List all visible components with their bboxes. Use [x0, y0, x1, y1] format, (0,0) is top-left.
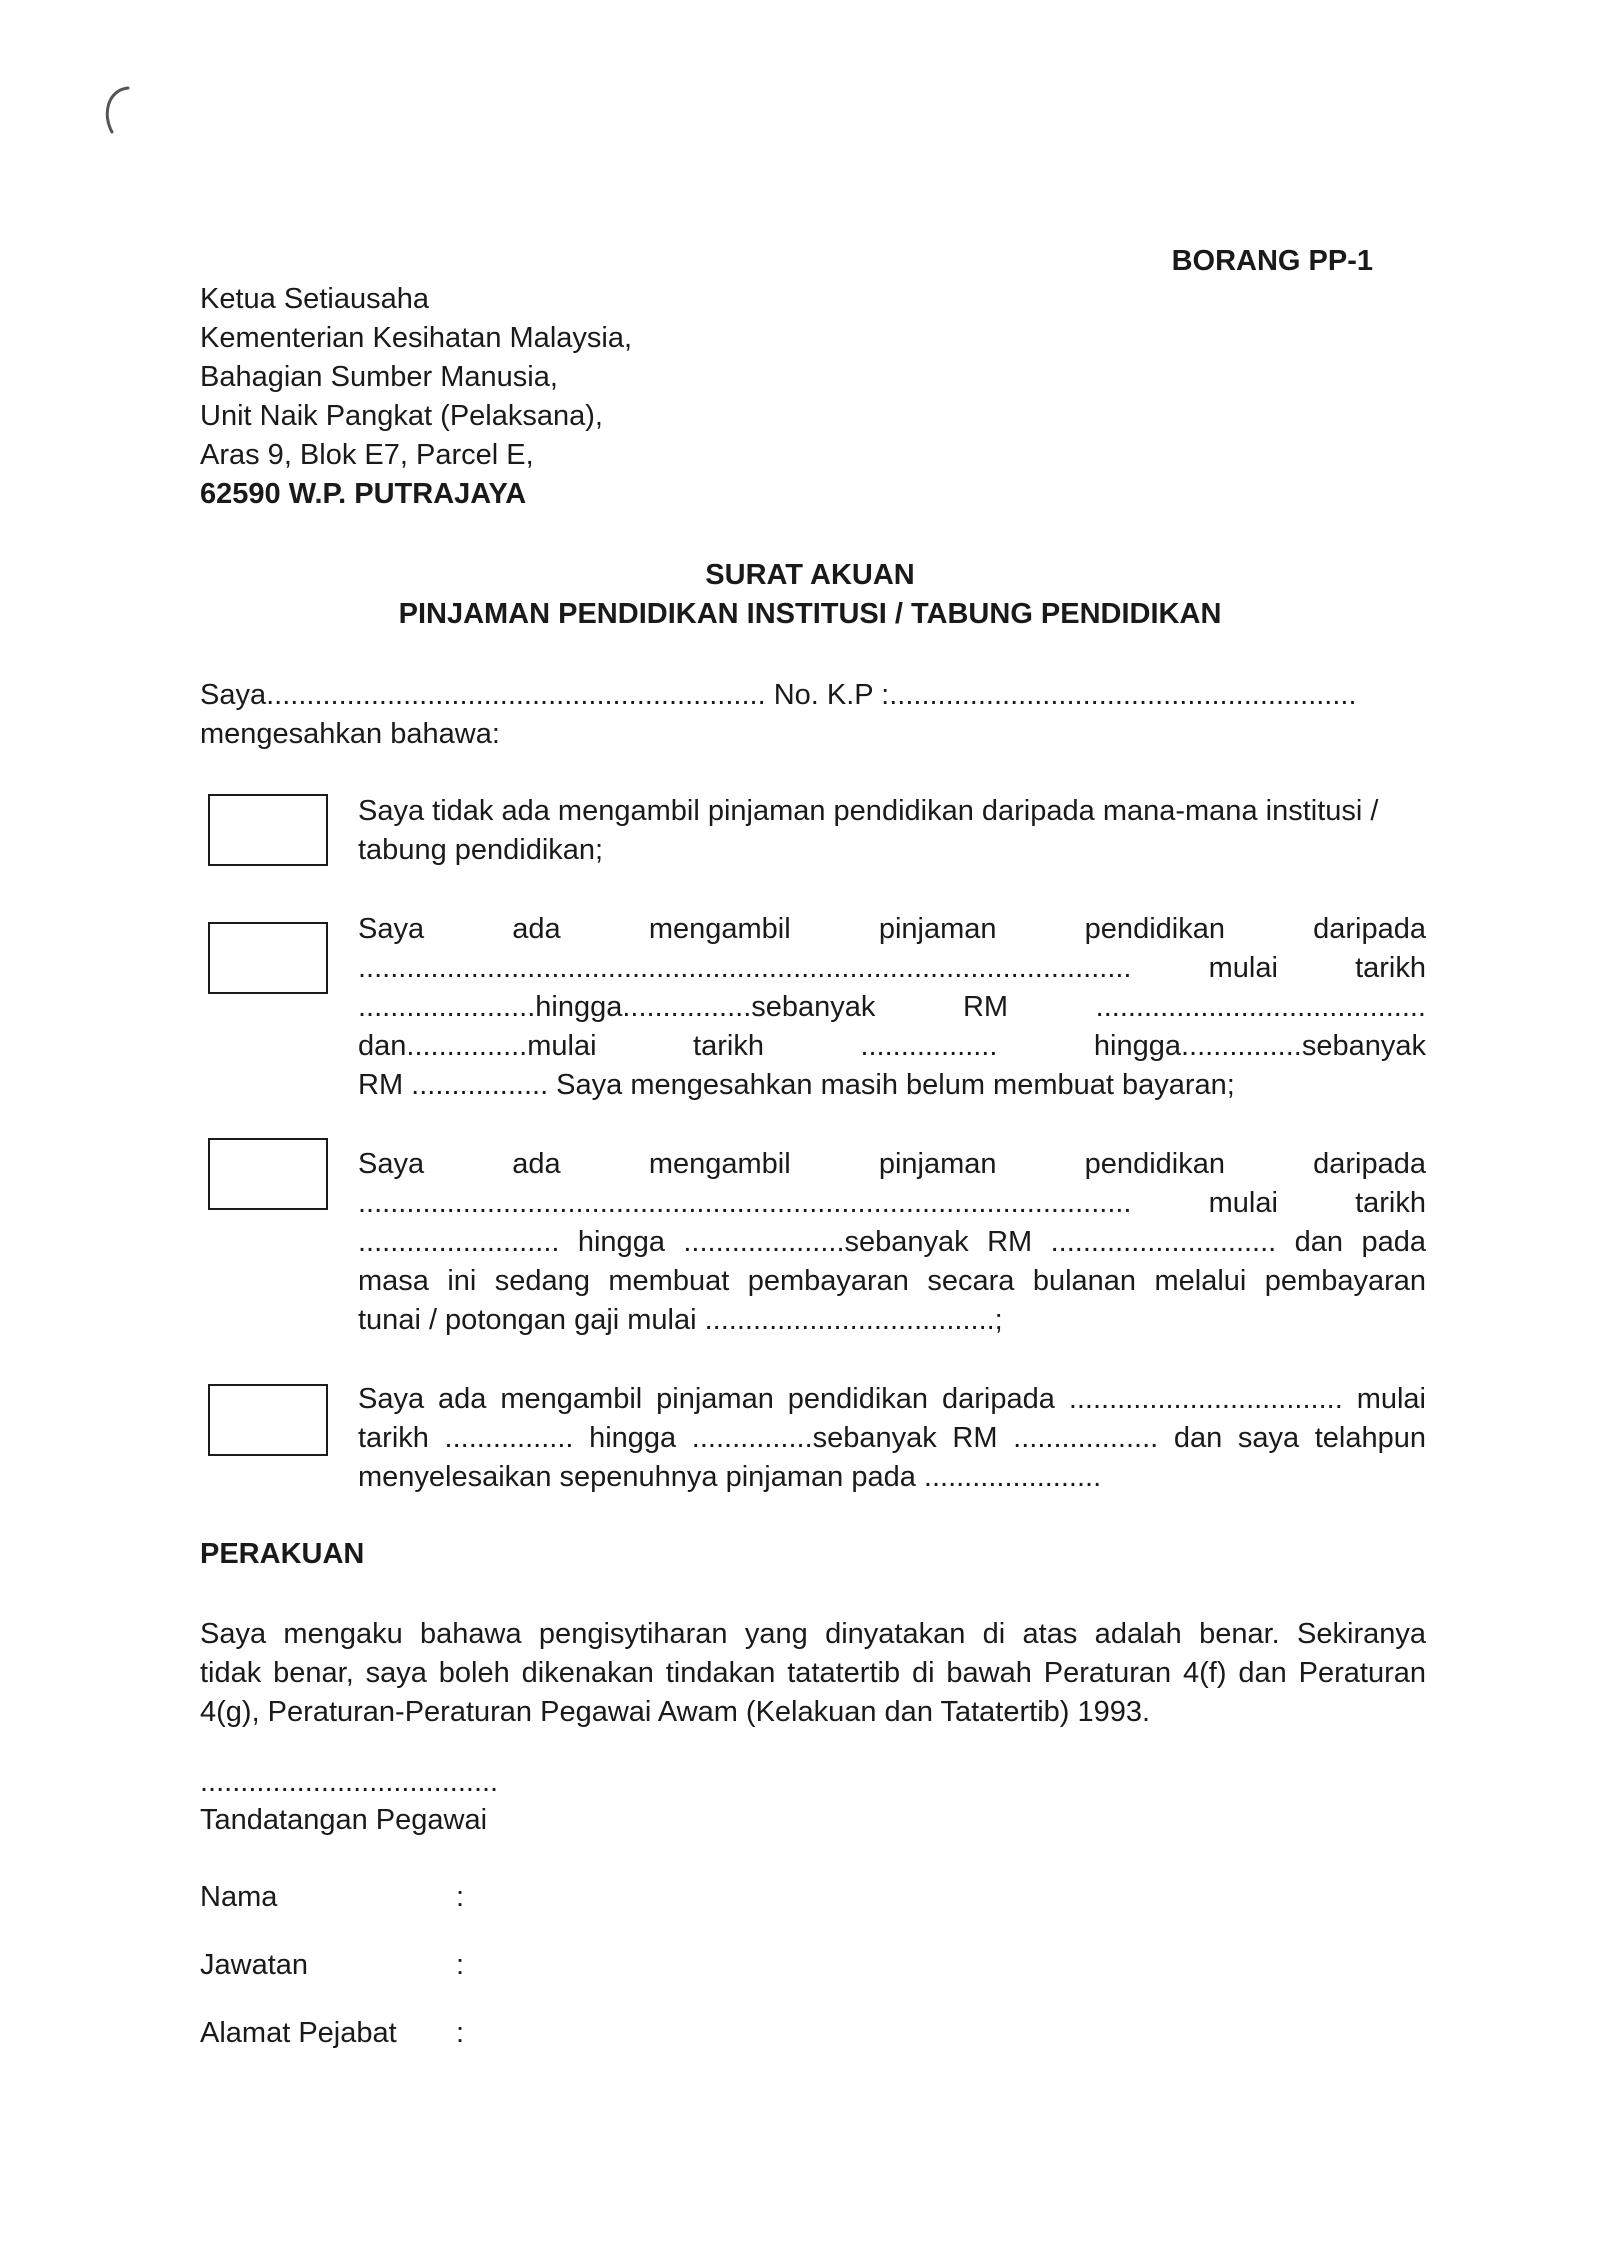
- option-1-checkbox[interactable]: [208, 794, 328, 866]
- option-line: Saya tidak ada mengambil pinjaman pendidikan daripada mana-mana institusi /: [358, 795, 1379, 827]
- address-line: Ketua Setiausaha: [200, 283, 429, 315]
- option-3-checkbox[interactable]: [208, 1138, 328, 1210]
- form-code: BORANG PP-1: [1171, 245, 1373, 277]
- declaration-text: [200, 1615, 1426, 1732]
- option-line: Saya ada mengambil pinjaman pendidikan daripada .................................. mulai: [358, 1383, 1426, 1415]
- signature-label: Tandatangan Pegawai: [200, 1804, 488, 1836]
- field-colon: :: [456, 1881, 465, 1913]
- option-4-text: [358, 1380, 1426, 1497]
- declaration-heading: PERAKUAN: [200, 1538, 365, 1570]
- option-line: menyelesaikan sepenuhnya pinjaman pada ......................: [358, 1461, 1102, 1493]
- declaration-line: Saya mengaku bahawa pengisytiharan yang dinyatakan di atas adalah benar. Sekiranya: [200, 1618, 1426, 1650]
- option-line: tunai / potongan gaji mulai ....................................;: [358, 1304, 1003, 1336]
- option-line: ......................... hingga ....................sebanyak RM ............................ dan pada: [358, 1226, 1426, 1258]
- recipient-address: [200, 280, 632, 514]
- option-2-checkbox[interactable]: [208, 922, 328, 994]
- option-line: masa ini sedang membuat pembayaran secara bulanan melalui pembayaran: [358, 1265, 1426, 1297]
- field-label-alamat-pejabat: Alamat Pejabat: [200, 2017, 397, 2049]
- option-line: ................................................................................................ mulai tarikh: [358, 952, 1426, 984]
- address-line: Aras 9, Blok E7, Parcel E,: [200, 439, 534, 471]
- address-line: Bahagian Sumber Manusia,: [200, 361, 558, 393]
- option-line: tarikh ................ hingga ...............sebanyak RM .................. dan saya telahpun: [358, 1422, 1426, 1454]
- option-line: Saya ada mengambil pinjaman pendidikan daripada: [358, 1148, 1426, 1180]
- document-subtitle: PINJAMAN PENDIDIKAN INSTITUSI / TABUNG PENDIDIKAN: [398, 598, 1222, 630]
- field-label-nama: Nama: [200, 1881, 278, 1913]
- signature-line: .....................................: [200, 1766, 499, 1798]
- option-line: ................................................................................................ mulai tarikh: [358, 1187, 1426, 1219]
- option-4-checkbox[interactable]: [208, 1384, 328, 1456]
- address-line: Kementerian Kesihatan Malaysia,: [200, 322, 633, 354]
- field-label-jawatan: Jawatan: [200, 1949, 309, 1981]
- option-3-text: [358, 1145, 1426, 1340]
- document-title: SURAT AKUAN: [705, 559, 915, 591]
- option-line: ......................hingga................sebanyak RM .........................................: [358, 991, 1426, 1023]
- option-2-text: [358, 910, 1426, 1105]
- option-line: RM ................. Saya mengesahkan masih belum membuat bayaran;: [358, 1069, 1235, 1101]
- address-postcode-city: 62590 W.P. PUTRAJAYA: [200, 478, 527, 510]
- declaration-line: 4(g), Peraturan-Peraturan Pegawai Awam (Kelakuan dan Tatatertib) 1993.: [200, 1696, 1151, 1728]
- field-colon: :: [456, 1949, 465, 1981]
- option-line: dan...............mulai tarikh ................. hingga...............sebanyak: [358, 1030, 1426, 1062]
- address-line: Unit Naik Pangkat (Pelaksana),: [200, 400, 603, 432]
- field-colon: :: [456, 2017, 465, 2049]
- intro-confirm-line: mengesahkan bahawa:: [200, 718, 500, 750]
- option-line: Saya ada mengambil pinjaman pendidikan daripada: [358, 913, 1426, 945]
- declaration-line: tidak benar, saya boleh dikenakan tindakan tatatertib di bawah Peraturan 4(f) dan Peraturan: [200, 1657, 1426, 1689]
- intro-name-ic-line: Saya.............................................................. No. K.P :..........................................................: [200, 679, 1357, 711]
- option-1-text: [358, 792, 1426, 870]
- scan-mark-icon: [98, 84, 140, 136]
- option-line: tabung pendidikan;: [358, 834, 604, 866]
